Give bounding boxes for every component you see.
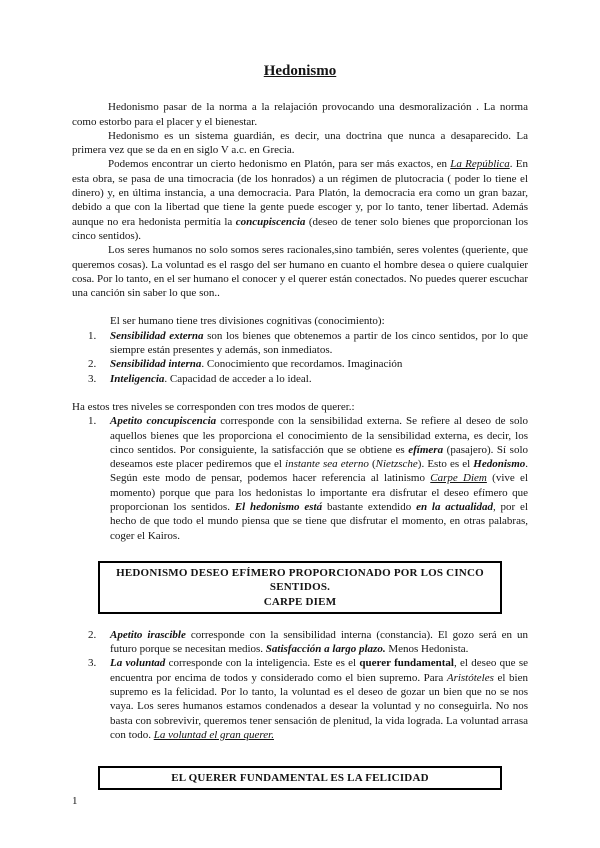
document-title: Hedonismo (263, 63, 337, 79)
text-run: el bien supremo es la felicidad. Por lo tanto, la voluntad es el deseo de gozar un bien que no se nos vaya. Los seres humanos estamos condenados a desear la voluntad y no conseguirla. No nos basta con sobrevivir, queremos tener sensación de plenitud, la vida lograda. La voluntad arrasa con todo. (110, 671, 528, 741)
paragraph-platon-republica (72, 157, 528, 243)
text-run: ). Esto es el (417, 458, 474, 471)
text-run: La República (450, 158, 510, 171)
text-run: querer fundamental (359, 657, 454, 670)
text-run: Satisfacción a largo plazo. (265, 643, 386, 656)
text-run: , por el hecho de que todo el mundo piensa que se tiene que disfrutar el momento, en otras palabras, coger el Kairos. (110, 501, 528, 542)
text-run: Ha estos tres niveles se corresponden con tres modos de querer.: (72, 400, 355, 413)
text-run: Sensibilidad externa (110, 329, 204, 342)
text-run: . Capacidad de acceder a lo ideal. (164, 372, 312, 385)
text-run: en la actualidad (416, 501, 493, 514)
text-run: El ser humano tiene tres divisiones cognitivas (conocimiento): (110, 315, 385, 328)
text-run: Menos Hedonista. (385, 643, 469, 656)
text-run: Hedonismo (473, 458, 526, 471)
text-run: instante sea eterno (285, 458, 369, 471)
paragraph-sistema-guardian (72, 129, 528, 158)
list-marker: 1. (88, 415, 97, 428)
text-run: Carpe Diem (430, 472, 487, 485)
text-run: concupiscencia (235, 215, 306, 228)
text-run: Hedonismo pasar de la norma a la relajación provocando una desmoralización . La norma como estorbo para el placer y el bienestar. (72, 101, 528, 128)
text-run: La voluntad (110, 657, 166, 670)
cognitive-divisions-intro (110, 314, 528, 328)
list-item-text (110, 656, 528, 742)
highlight-box-line: HEDONISMO DESEO EFÍMERO PROPORCIONADO POR LOS CINCO SENTIDOS. (116, 566, 484, 594)
text-run: Los seres humanos no solo somos seres racionales,sino también, seres volentes (queriente, que queremos cosas). La voluntad es el rasgo del ser humano en cuanto el hombre desea o quiere cualquier cosa. Por lo tanto, en el ser humano el conocer y el querer están conectados. No puedes querer escuchar una canción sin saber lo que son.. (72, 244, 529, 300)
text-run: (vive el momento) porque que para los hedonistas lo importante era disfrutar el deseo efímero que proporcionan los sentidos. (110, 472, 528, 514)
highlight-box-querer-fundamental (98, 766, 502, 790)
highlight-box-line: CARPE DIEM (263, 595, 337, 608)
list-item-apetito-irascible (72, 628, 528, 657)
text-run: bastante extendido (322, 501, 417, 514)
list-item-apetito-concupiscencia (72, 414, 528, 543)
list-marker: 3. (88, 657, 97, 670)
text-run: son los bienes que obtenemos a partir de los cinco sentidos, por lo que siempre están presentes y además, son inmediatos. (110, 329, 528, 357)
text-run: . Conocimiento que recordamos. Imaginación (201, 358, 403, 371)
list-item-inteligencia (72, 372, 528, 386)
desire-modes-intro (72, 400, 528, 414)
text-run: Apetito concupiscencia (110, 415, 217, 428)
text-run: corresponde con la sensibilidad externa. Se refiere al deseo de solo aquellos bienes que les proporciona el conocimiento de la sensibilidad externa, es decir, los cinco sentidos. Por consiguiente, la satisfacción que se obtiene es (110, 415, 528, 456)
list-item-la-voluntad (72, 656, 528, 742)
text-run: Hedonismo es un sistema guardián, es decir, una doctrina que nunca a desaparecido. La primera vez que se da en en siglo V a.c. en Grecia. (72, 129, 528, 157)
text-run: Apetito irascible (110, 628, 186, 641)
list-item-text (110, 414, 528, 543)
list-item-text (110, 628, 528, 657)
text-run: efímera (408, 443, 444, 456)
text-run: . Según este modo de pensar, podemos hacer referencia al latinismo (110, 458, 528, 485)
desire-modes-list-continued (72, 628, 528, 742)
text-run: La voluntad el gran querer. (153, 728, 274, 741)
text-run: ( (368, 458, 376, 471)
text-run: (deseo de tener solo bienes que proporcionan los cinco sentidos). (72, 215, 528, 242)
text-run: (pasajero). Sí solo deseamos este placer pediremos que el (110, 443, 528, 471)
text-run: corresponde con la sensibilidad interna (constancia). El gozo será en un futuro porque se necesitan medios. (110, 628, 528, 656)
text-run: Inteligencia (110, 372, 165, 385)
text-run: corresponde con la inteligencia. Este es el (165, 657, 360, 670)
text-run: , el deseo que se encuentra por encima de todos y considerado como el bien supremo. Para (110, 657, 528, 684)
paragraph-intro-norma (72, 100, 528, 129)
text-run: Aristóteles (446, 671, 494, 684)
list-item-text (110, 372, 528, 386)
list-marker: 1. (88, 329, 97, 342)
text-run: . En esta obra, se pasa de una timocracia (de los honrados) a un régimen de plutocracia ( poder lo tiene el dinero) y, en última instancia, a una democracia. Para Platón, la democracia era como un gran bazar, debido a que con la libertad que tiene la gente puede escoger y, por lo tanto, tener libertad. Además aunque no era hedonista permitía la (72, 158, 528, 228)
text-run: Podemos encontrar un cierto hedonismo en Platón, para ser más exactos, en (108, 158, 451, 171)
paragraph-seres-volentes (72, 243, 528, 300)
list-item-sensibilidad-externa (72, 329, 528, 358)
list-marker: 2. (88, 628, 97, 641)
text-run: Sensibilidad interna (110, 358, 202, 371)
list-marker: 3. (88, 372, 97, 385)
cognitive-divisions-list (72, 329, 528, 386)
highlight-box-hedonismo-carpe-diem (98, 561, 502, 614)
list-item-text (110, 329, 528, 358)
page-number: 1 (72, 794, 78, 807)
list-item-sensibilidad-interna (72, 357, 528, 371)
text-run: Nietzsche (375, 458, 418, 471)
list-item-text (110, 357, 528, 371)
desire-modes-list (72, 414, 528, 543)
text-run: El hedonismo está (234, 501, 323, 514)
list-marker: 2. (88, 358, 97, 371)
highlight-box-line: EL QUERER FUNDAMENTAL ES LA FELICIDAD (171, 772, 429, 785)
